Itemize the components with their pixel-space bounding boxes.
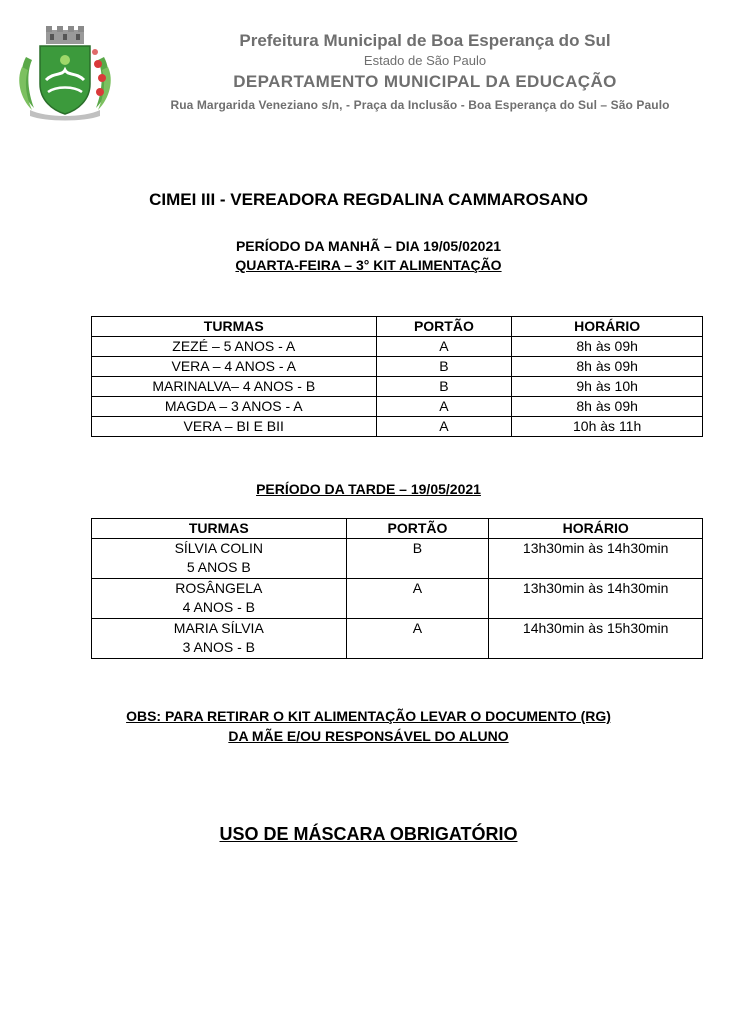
column-header-portao: PORTÃO [346, 519, 489, 539]
table-row [92, 579, 703, 619]
table-row [92, 619, 703, 659]
cell-portao: B [346, 539, 489, 579]
morning-period-heading [0, 237, 737, 275]
cell-portao: A [376, 397, 512, 417]
cell-turma: MAGDA – 3 ANOS - A [92, 397, 377, 417]
table-header-row [92, 317, 703, 337]
state-name: Estado de São Paulo [363, 53, 487, 68]
morning-schedule-table [91, 316, 703, 437]
cell-horario: 14h30min às 15h30min [489, 619, 703, 659]
department-address: Rua Margarida Veneziano s/n, - Praça da Inclusão - Boa Esperança do Sul – São Paulo [170, 98, 670, 112]
mask-required-notice: USO DE MÁSCARA OBRIGATÓRIO [219, 824, 518, 844]
school-title: CIMEI III - VEREADORA REGDALINA CAMMAROSANO [149, 190, 588, 209]
table-header-row [92, 519, 703, 539]
observation-line-1: OBS: PARA RETIRAR O KIT ALIMENTAÇÃO LEVAR O DOCUMENTO (RG) [126, 708, 611, 724]
afternoon-period-heading: PERÍODO DA TARDE – 19/05/2021 [256, 481, 481, 497]
observation-line-2: DA MÃE E/OU RESPONSÁVEL DO ALUNO [228, 728, 509, 744]
morning-period-date: PERÍODO DA MANHÃ – DIA 19/05/02021 [235, 238, 502, 254]
observation-note [0, 706, 737, 746]
cell-turma: VERA – BI E BII [92, 417, 377, 437]
table-row [92, 377, 703, 397]
coat-of-arms-icon [16, 22, 114, 122]
table-row [92, 539, 703, 579]
letterhead [110, 30, 730, 115]
turma-teacher: ROSÂNGELA [175, 580, 263, 596]
cell-horario: 8h às 09h [512, 357, 703, 377]
column-header-portao: PORTÃO [376, 317, 512, 337]
cell-horario: 10h às 11h [512, 417, 703, 437]
turma-teacher: SÍLVIA COLIN [174, 540, 264, 556]
table-row [92, 397, 703, 417]
cell-turma [92, 579, 347, 619]
table-row [92, 357, 703, 377]
cell-horario: 13h30min às 14h30min [489, 539, 703, 579]
cell-turma [92, 539, 347, 579]
cell-horario: 8h às 09h [512, 337, 703, 357]
column-header-turmas: TURMAS [92, 317, 377, 337]
cell-portao: B [376, 357, 512, 377]
cell-portao: A [346, 579, 489, 619]
cell-portao: B [376, 377, 512, 397]
turma-class: 4 ANOS - B [182, 599, 255, 615]
table-row [92, 337, 703, 357]
cell-turma [92, 619, 347, 659]
column-header-horario: HORÁRIO [489, 519, 703, 539]
cell-horario: 13h30min às 14h30min [489, 579, 703, 619]
column-header-turmas: TURMAS [92, 519, 347, 539]
cell-portao: A [376, 337, 512, 357]
turma-class: 3 ANOS - B [182, 639, 255, 655]
department-name: DEPARTAMENTO MUNICIPAL DA EDUCAÇÃO [233, 72, 617, 91]
cell-portao: A [376, 417, 512, 437]
cell-horario: 8h às 09h [512, 397, 703, 417]
cell-turma: VERA – 4 ANOS - A [92, 357, 377, 377]
turma-class: 5 ANOS B [186, 559, 251, 575]
afternoon-schedule-table [91, 518, 703, 659]
cell-turma: MARINALVA– 4 ANOS - B [92, 377, 377, 397]
cell-portao: A [346, 619, 489, 659]
cell-turma: ZEZÉ – 5 ANOS - A [92, 337, 377, 357]
cell-horario: 9h às 10h [512, 377, 703, 397]
column-header-horario: HORÁRIO [512, 317, 703, 337]
prefecture-name: Prefeitura Municipal de Boa Esperança do Sul [239, 31, 611, 50]
turma-teacher: MARIA SÍLVIA [173, 620, 264, 636]
morning-period-weekday: QUARTA-FEIRA – 3° KIT ALIMENTAÇÃO [235, 257, 502, 273]
table-row [92, 417, 703, 437]
